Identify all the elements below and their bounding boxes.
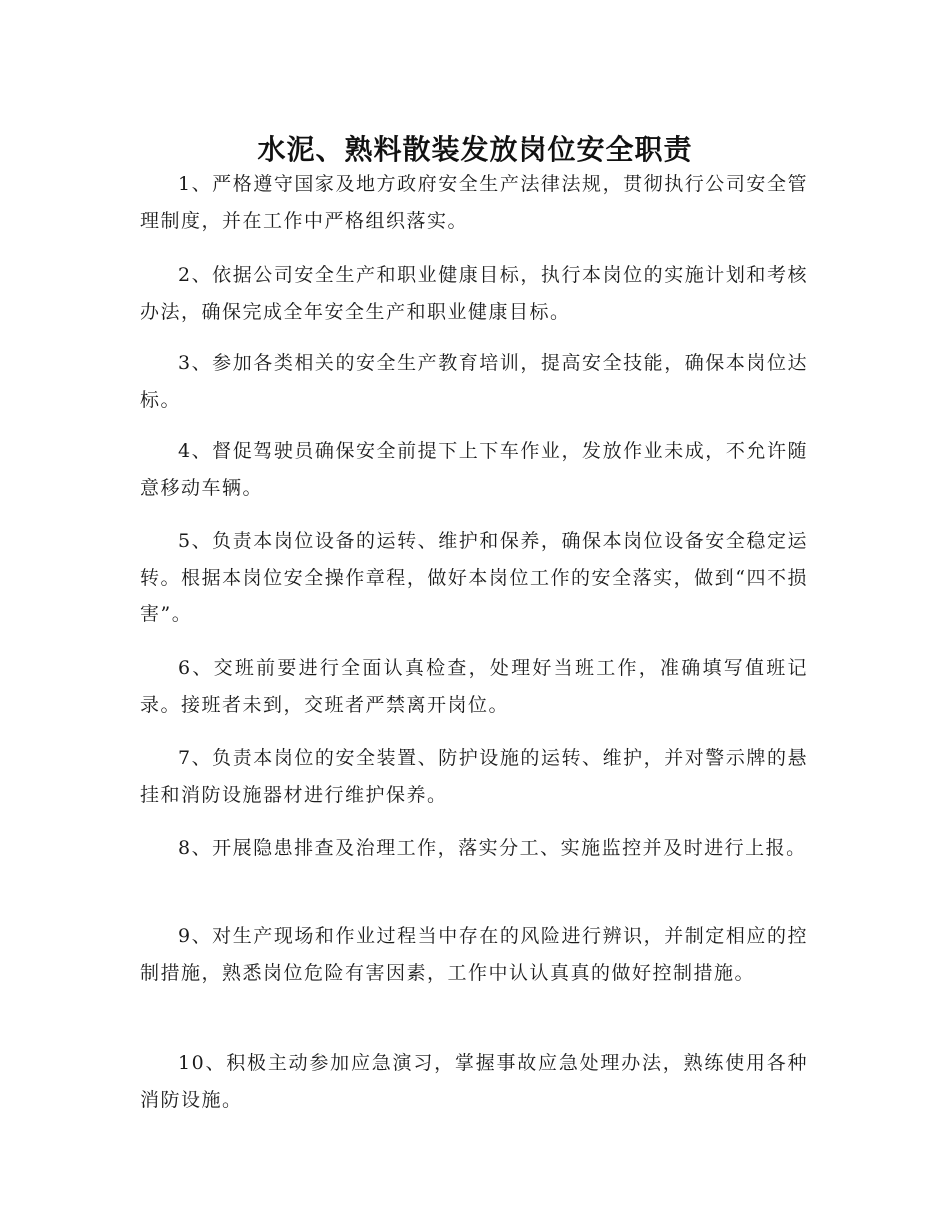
- document-title: 水泥、熟料散装发放岗位安全职责: [257, 132, 693, 166]
- duty-item-10: 10、积极主动参加应急演习，掌握事故应急处理办法，熟练使用各种消防设施。: [140, 1052, 808, 1111]
- duty-item-9: 9、对生产现场和作业过程当中存在的风险进行辨识，并制定相应的控制措施，熟悉岗位危险有害因素，工作中认认真真的做好控制措施。: [140, 925, 808, 984]
- duty-item-1: 1、严格遵守国家及地方政府安全生产法律法规，贯彻执行公司安全管理制度，并在工作中严格组织落实。: [140, 173, 808, 232]
- duty-item-4: 4、督促驾驶员确保安全前提下上下车作业，发放作业未成，不允许随意移动车辆。: [140, 440, 808, 499]
- duty-item-8: 8、开展隐患排查及治理工作，落实分工、实施监控并及时进行上报。: [178, 837, 807, 859]
- duty-item-7: 7、负责本岗位的安全装置、防护设施的运转、维护，并对警示牌的悬挂和消防设施器材进行维护保养。: [140, 747, 808, 806]
- duty-item-5: 5、负责本岗位设备的运转、维护和保养，确保本岗位设备安全稳定运转。根据本岗位安全操作章程，做好本岗位工作的安全落实，做到“四不损害”。: [140, 530, 808, 625]
- duty-item-3: 3、参加各类相关的安全生产教育培训，提高安全技能，确保本岗位达标。: [140, 352, 808, 411]
- duty-item-6: 6、交班前要进行全面认真检查，处理好当班工作，准确填写值班记录。接班者未到，交班者严禁离开岗位。: [140, 657, 808, 716]
- duty-item-2: 2、依据公司安全生产和职业健康目标，执行本岗位的实施计划和考核办法，确保完成全年安全生产和职业健康目标。: [140, 264, 808, 323]
